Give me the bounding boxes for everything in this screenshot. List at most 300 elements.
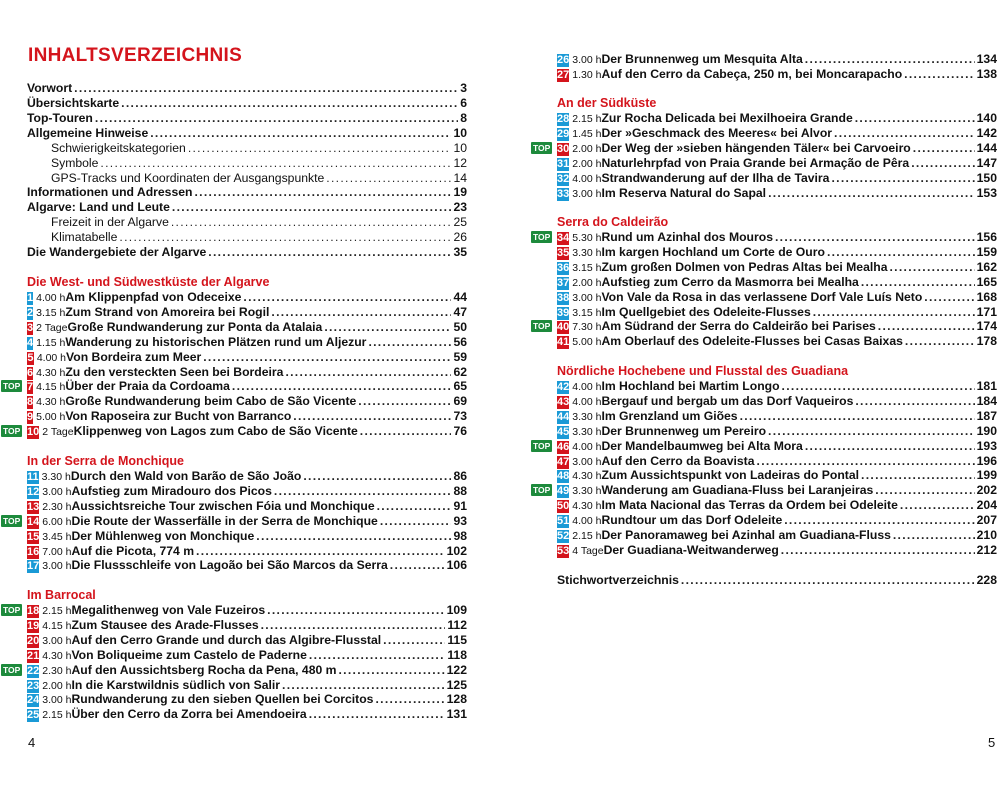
tour-entry[interactable] <box>27 529 467 544</box>
tour-number-badge: 29 <box>557 127 570 140</box>
toc-entry[interactable] <box>51 156 467 171</box>
tour-entry[interactable] <box>27 305 467 320</box>
tour-number-badge: 52 <box>557 530 570 543</box>
dot-leader <box>913 141 975 156</box>
tour-duration: 3.30 h <box>572 425 602 438</box>
tour-duration: 3.00 h <box>572 54 602 66</box>
dot-leader <box>813 305 975 320</box>
tour-duration: 3.00 h <box>572 455 602 468</box>
tour-entry[interactable] <box>557 454 997 469</box>
tour-duration: 1.45 h <box>572 127 602 140</box>
tour-title: Der Guadiana-Weitwanderweg <box>603 543 779 558</box>
dot-leader <box>805 439 975 454</box>
tour-title: Zu den versteckten Seen bei Bordeira <box>65 364 284 379</box>
tour-page: 212 <box>976 543 997 558</box>
tour-number-badge: 27 <box>557 68 570 81</box>
entry-title: Symbole <box>51 155 99 170</box>
tour-title: Über der Praia da Cordoama <box>65 379 230 394</box>
tour-number-badge: 3 <box>27 321 34 334</box>
tour-duration: 4.00 h <box>572 440 602 453</box>
tour-entry[interactable] <box>557 513 997 528</box>
tour-number-badge: 34 <box>557 231 570 244</box>
tour-title: In die Karstwildnis südlich von Salir <box>71 677 281 692</box>
dot-leader <box>368 335 451 350</box>
tour-duration: 4.30 h <box>572 500 602 513</box>
tour-duration: 4.30 h <box>42 649 72 662</box>
dot-leader <box>267 603 445 618</box>
tour-title: Rundwanderung zu den sieben Quellen bei Corcitos <box>71 692 374 707</box>
toc-entry[interactable] <box>51 230 467 245</box>
tour-entry[interactable] <box>27 499 467 514</box>
tour-page: 142 <box>976 125 997 140</box>
tour-entry[interactable] <box>533 140 997 156</box>
dot-leader <box>784 513 974 528</box>
top-tour-badge: TOP <box>3 515 21 526</box>
dot-leader <box>203 350 451 365</box>
tour-number-badge: 6 <box>27 366 34 379</box>
tour-page: 59 <box>453 349 467 364</box>
entry-title: GPS-Tracks und Koordinaten der Ausgangspunkte <box>51 170 325 185</box>
dot-leader <box>119 230 451 245</box>
tour-page: 184 <box>976 393 997 408</box>
tour-duration: 3.00 h <box>42 485 72 498</box>
tour-duration: 2 Tage <box>36 321 68 334</box>
dot-leader <box>834 126 975 141</box>
tour-duration: 4.00 h <box>36 351 67 364</box>
tour-entry[interactable] <box>557 528 997 543</box>
tour-entry[interactable] <box>557 379 997 394</box>
tour-number-badge: 31 <box>557 157 570 170</box>
entry-page: 3 <box>460 81 467 95</box>
tour-entry[interactable] <box>557 52 997 67</box>
dot-leader <box>900 498 975 513</box>
tour-title: Im Quellgebiet des Odeleite-Flusses <box>601 304 811 319</box>
tour-duration: 2.15 h <box>572 530 602 543</box>
section-heading: Die West- und Südwestküste der Algarve <box>27 275 270 289</box>
dot-leader <box>285 365 451 380</box>
dot-leader <box>358 394 451 409</box>
top-tour-badge: TOP <box>533 142 551 153</box>
entry-page: 12 <box>453 155 467 170</box>
toc-entry[interactable] <box>27 111 467 126</box>
tour-entry[interactable] <box>557 468 997 483</box>
tour-title: Am Südrand der Serra do Caldeirão bei Parises <box>601 319 876 334</box>
tour-entry[interactable] <box>533 483 997 498</box>
tour-number-badge: 45 <box>557 425 570 438</box>
tour-number-badge: 43 <box>557 395 570 408</box>
entry-page: 10 <box>453 140 467 155</box>
dot-leader <box>324 320 451 335</box>
tour-page: 65 <box>453 379 467 394</box>
tour-title: Durch den Wald von Barão de São João <box>70 468 302 483</box>
toc-entry[interactable] <box>27 126 467 141</box>
tour-duration: 4.15 h <box>36 381 66 394</box>
tour-entry[interactable] <box>533 438 997 454</box>
dot-leader <box>681 573 975 588</box>
tour-duration: 4.00 h <box>572 172 602 185</box>
tour-duration: 5.00 h <box>36 411 66 424</box>
tour-duration: 3.15 h <box>36 306 66 319</box>
tour-entry[interactable] <box>557 67 997 82</box>
tour-entry[interactable] <box>557 394 997 409</box>
tour-entry[interactable] <box>27 678 467 693</box>
tour-page: 199 <box>976 468 997 483</box>
tour-page: 62 <box>453 364 467 379</box>
tour-duration: 1.15 h <box>36 336 66 349</box>
entry-page: 35 <box>453 245 467 260</box>
dot-leader <box>121 96 458 111</box>
tour-number-badge: 25 <box>27 709 40 722</box>
entry-title: Top-Touren <box>27 110 93 125</box>
tour-title: Klippenweg von Lagos zum Cabo de São Vicente <box>73 424 358 439</box>
dot-leader <box>875 483 974 498</box>
dot-leader <box>171 215 452 230</box>
tour-page: 168 <box>976 289 997 304</box>
toc-entry[interactable] <box>27 185 467 200</box>
tour-entry[interactable] <box>557 260 997 275</box>
tour-entry[interactable] <box>557 111 997 126</box>
tour-duration: 5.00 h <box>572 336 602 349</box>
tour-page: 196 <box>976 453 997 468</box>
dot-leader <box>861 275 975 290</box>
dot-leader <box>831 171 974 186</box>
tour-page: 162 <box>976 259 997 274</box>
tour-duration: 2.30 h <box>42 664 72 677</box>
tour-duration: 7.30 h <box>572 321 602 334</box>
tour-entry[interactable] <box>3 424 467 439</box>
tour-number-badge: 8 <box>27 396 34 409</box>
tour-duration: 2.15 h <box>42 709 72 722</box>
dot-leader <box>781 543 975 558</box>
top-tour-badge: TOP <box>533 321 551 332</box>
tour-duration: 4.30 h <box>36 396 66 409</box>
tour-entry[interactable] <box>557 424 997 439</box>
tour-number-badge: 1 <box>27 291 34 304</box>
tour-title: Am Oberlauf des Odeleite-Flusses bei Casas Baixas <box>601 334 903 349</box>
toc-entry[interactable] <box>51 171 467 186</box>
entry-title: Allgemeine Hinweise <box>27 125 149 140</box>
tour-number-badge: 14 <box>27 515 40 528</box>
dot-leader <box>861 468 975 483</box>
page-number-right: 5 <box>988 735 996 750</box>
dot-leader <box>889 260 974 275</box>
section-heading: Nördliche Hochebene und Flusstal des Guadiana <box>557 364 849 378</box>
entry-title: Informationen und Adressen <box>27 185 193 200</box>
tour-entry[interactable] <box>3 662 467 678</box>
tour-title: Zum großen Dolmen von Pedras Altas bei Mealha <box>601 259 888 274</box>
tour-duration: 3.00 h <box>42 560 72 573</box>
tour-duration: 2.15 h <box>42 604 72 617</box>
tour-title: Der Weg der »sieben hängenden Täler« bei Carvoeiro <box>601 140 911 155</box>
tour-page: 98 <box>453 528 467 543</box>
dot-leader <box>375 692 444 707</box>
tour-number-badge: 44 <box>557 410 570 423</box>
dot-leader <box>271 305 451 320</box>
tour-page: 128 <box>446 692 467 707</box>
tour-entry[interactable] <box>27 707 467 722</box>
tour-number-badge: 9 <box>27 411 34 424</box>
tour-entry[interactable] <box>27 692 467 707</box>
toc-entry[interactable] <box>51 141 467 156</box>
tour-page: 210 <box>976 528 997 543</box>
tour-title: Rund um Azinhal dos Mouros <box>601 229 773 244</box>
tour-entry[interactable] <box>27 484 467 499</box>
dot-leader <box>740 409 975 424</box>
dot-leader <box>309 648 445 663</box>
tour-title: Am Klippenpfad von Odeceixe <box>65 289 242 304</box>
tour-page: 106 <box>446 558 467 573</box>
tour-number-badge: 12 <box>27 485 40 498</box>
section-heading: In der Serra de Monchique <box>27 454 184 468</box>
tour-number-badge: 51 <box>557 515 570 528</box>
toc-entry[interactable] <box>27 245 467 260</box>
tour-entry[interactable] <box>27 394 467 409</box>
toc-entry[interactable] <box>51 215 467 230</box>
tour-page: 207 <box>976 513 997 528</box>
dot-leader <box>768 424 975 439</box>
tour-title: Zum Aussichtspunkt von Ladeiras do Pontal <box>601 468 860 483</box>
dot-leader <box>256 529 451 544</box>
entry-page: 14 <box>453 170 467 185</box>
tour-entry[interactable] <box>557 305 997 320</box>
tour-number-badge: 36 <box>557 261 570 274</box>
toc-entry[interactable] <box>27 96 467 111</box>
tour-number-badge: 10 <box>27 426 40 439</box>
tour-number-badge: 53 <box>557 545 570 558</box>
tour-page: 47 <box>453 304 467 319</box>
tour-entry[interactable] <box>27 350 467 365</box>
tour-title: Die Flussschleife von Lagoão bei São Marcos da Serra <box>71 558 388 573</box>
dot-leader <box>904 67 974 82</box>
tour-entry[interactable] <box>3 379 467 394</box>
tour-number-badge: 40 <box>557 321 570 334</box>
section-heading: Im Barrocal <box>27 588 96 602</box>
tour-page: 115 <box>447 632 467 647</box>
tour-entry[interactable] <box>27 618 467 633</box>
tour-duration: 3.00 h <box>572 187 602 200</box>
toc-entry[interactable] <box>27 81 467 96</box>
tour-page: 56 <box>453 334 467 349</box>
tour-page: 125 <box>446 677 467 692</box>
tour-entry[interactable] <box>27 320 467 335</box>
tour-title: Zum Strand von Amoreira bei Rogil <box>65 304 270 319</box>
entry-page: 8 <box>460 110 467 125</box>
tour-title: Im Mata Nacional das Terras da Ordem bei Odeleite <box>601 498 898 513</box>
tour-number-badge: 28 <box>557 112 570 125</box>
tour-page: 122 <box>446 662 467 677</box>
tour-duration: 2.00 h <box>572 142 602 155</box>
dot-leader <box>74 81 458 96</box>
tour-duration: 4.30 h <box>572 470 602 483</box>
tour-duration: 1.30 h <box>572 68 602 81</box>
tour-title: Auf die Picota, 774 m <box>71 543 195 558</box>
tour-title: Rundtour um das Dorf Odeleite <box>601 513 783 528</box>
tour-entry[interactable] <box>27 409 467 424</box>
tour-entry[interactable] <box>557 543 997 558</box>
tour-title: Der »Geschmack des Meeres« bei Alvor <box>601 125 833 140</box>
tour-entry[interactable] <box>557 245 997 260</box>
dot-leader <box>261 618 446 633</box>
tour-duration: 2.30 h <box>42 500 72 513</box>
tour-duration: 4.00 h <box>572 515 602 528</box>
tour-entry[interactable] <box>557 171 997 186</box>
tour-title: Von Vale da Rosa in das verlassene Dorf Vale Luís Neto <box>601 289 923 304</box>
tour-page: 181 <box>976 378 997 393</box>
toc-entry[interactable] <box>557 573 997 588</box>
tour-title: Von Bordeira zum Meer <box>66 349 202 364</box>
section-heading: An der Südküste <box>557 96 657 110</box>
tour-number-badge: 7 <box>27 381 34 394</box>
tour-title: Megalithenweg von Vale Fuzeiros <box>71 602 266 617</box>
tour-duration: 4.00 h <box>572 380 602 393</box>
dot-leader <box>878 319 975 334</box>
dot-leader <box>893 528 975 543</box>
tour-page: 86 <box>453 468 467 483</box>
tour-title: Die Route der Wasserfälle in der Serra de Monchique <box>71 513 378 528</box>
tour-entry[interactable] <box>3 513 467 529</box>
tour-duration: 3.00 h <box>42 634 72 647</box>
tour-entry[interactable] <box>27 544 467 559</box>
dot-leader <box>768 186 975 201</box>
page-number-left: 4 <box>28 735 36 750</box>
tour-title: Von Boliqueime zum Castelo de Paderne <box>71 647 307 662</box>
tour-title: Zum Stausee des Arade-Flusses <box>71 617 259 632</box>
tour-duration: 2.00 h <box>572 276 602 289</box>
tour-number-badge: 5 <box>27 351 34 364</box>
dot-leader <box>855 111 975 126</box>
tour-number-badge: 26 <box>557 54 570 66</box>
tour-entry[interactable] <box>3 602 467 618</box>
dot-leader <box>303 469 451 484</box>
tour-entry[interactable] <box>557 334 997 349</box>
tour-page: 153 <box>976 185 997 200</box>
tour-number-badge: 2 <box>27 306 34 319</box>
dot-leader <box>100 156 451 171</box>
tour-title: Strandwanderung auf der Ilha de Tavira <box>601 170 830 185</box>
tour-title: Auf den Cerro da Boavista <box>601 453 755 468</box>
dot-leader <box>782 379 975 394</box>
entry-page: 19 <box>453 185 467 200</box>
top-tour-badge: TOP <box>533 231 551 242</box>
tour-entry[interactable] <box>557 126 997 141</box>
tour-page: 50 <box>453 319 467 334</box>
tour-entry[interactable] <box>27 558 467 573</box>
entry-page: 26 <box>453 230 467 245</box>
dot-leader <box>309 707 445 722</box>
entry-page: 10 <box>453 125 467 140</box>
tour-page: 202 <box>976 483 997 498</box>
entry-title: Schwierigkeitskategorien <box>51 140 186 155</box>
tour-page: 91 <box>453 498 467 513</box>
tour-page: 171 <box>976 304 997 319</box>
tour-entry[interactable] <box>27 648 467 663</box>
tour-title: Über den Cerro da Zorra bei Amendoeira <box>71 707 307 722</box>
tour-page: 178 <box>976 334 997 349</box>
tour-entry[interactable] <box>557 409 997 424</box>
tour-title: Von Raposeira zur Bucht von Barranco <box>65 409 292 424</box>
tour-entry[interactable] <box>27 290 467 305</box>
tour-entry[interactable] <box>27 335 467 350</box>
dot-leader <box>380 514 452 529</box>
tour-entry[interactable] <box>533 229 997 245</box>
tour-entry[interactable] <box>557 498 997 513</box>
dot-leader <box>911 156 974 171</box>
tour-entry[interactable] <box>557 290 997 305</box>
tour-title: Auf den Cerro Grande und durch das Algibre-Flusstal <box>71 632 382 647</box>
tour-page: 118 <box>447 647 467 662</box>
tour-page: 174 <box>976 319 997 334</box>
page-title: INHALTSVERZEICHNIS <box>28 45 243 66</box>
dot-leader <box>243 290 451 305</box>
dot-leader <box>95 111 458 126</box>
tour-number-badge: 47 <box>557 455 570 468</box>
tour-entry[interactable] <box>557 156 997 171</box>
tour-title: Wanderung zu historischen Plätzen rund um Aljezur <box>65 334 367 349</box>
entry-page: 25 <box>453 215 467 230</box>
tour-duration: 4.15 h <box>42 619 72 632</box>
dot-leader <box>196 544 445 559</box>
entry-page: 228 <box>976 573 997 587</box>
tour-page: 165 <box>976 274 997 289</box>
tour-number-badge: 37 <box>557 276 570 289</box>
tour-number-badge: 41 <box>557 336 570 349</box>
dot-leader <box>208 245 451 260</box>
tour-duration: 4.30 h <box>36 366 66 379</box>
tour-entry[interactable] <box>557 186 997 201</box>
dot-leader <box>805 52 975 67</box>
dot-leader <box>855 394 974 409</box>
tour-number-badge: 17 <box>27 560 40 573</box>
tour-page: 134 <box>976 52 997 66</box>
top-tour-badge: TOP <box>533 485 551 496</box>
tour-number-badge: 46 <box>557 440 570 453</box>
entry-page: 23 <box>453 200 467 215</box>
tour-number-badge: 4 <box>27 336 34 349</box>
tour-title: Große Rundwanderung zur Ponta da Atalaia <box>67 319 323 334</box>
tour-number-badge: 18 <box>27 604 40 617</box>
tour-title: Wanderung am Guadiana-Fluss bei Laranjeiras <box>601 483 874 498</box>
tour-entry[interactable] <box>27 365 467 380</box>
tour-title: Auf den Cerro da Cabeça, 250 m, bei Moncarapacho <box>601 66 903 81</box>
tour-duration: 3.30 h <box>41 470 71 483</box>
tour-number-badge: 33 <box>557 187 570 200</box>
dot-leader <box>293 409 451 424</box>
tour-page: 69 <box>453 394 467 409</box>
tour-duration: 2.00 h <box>42 679 72 692</box>
tour-entry[interactable] <box>27 633 467 648</box>
tour-entry[interactable] <box>27 469 467 484</box>
tour-title: Aufstieg zum Miradouro dos Picos <box>71 483 272 498</box>
tour-page: 147 <box>976 155 997 170</box>
tour-number-badge: 16 <box>27 545 40 558</box>
top-tour-badge: TOP <box>3 664 21 675</box>
tour-entry[interactable] <box>533 319 997 334</box>
tour-title: Im Grenzland um Giões <box>601 408 738 423</box>
tour-number-badge: 24 <box>27 694 40 707</box>
toc-entry[interactable] <box>27 200 467 215</box>
dot-leader <box>757 454 975 469</box>
tour-number-badge: 50 <box>557 500 570 513</box>
dot-leader <box>827 245 975 260</box>
tour-title: Der Mandelbaumweg bei Alta Mora <box>601 438 803 453</box>
tour-number-badge: 11 <box>27 470 39 483</box>
tour-entry[interactable] <box>557 275 997 290</box>
tour-page: 138 <box>976 66 997 81</box>
top-tour-badge: TOP <box>3 426 21 437</box>
tour-page: 193 <box>976 438 997 453</box>
tour-number-badge: 13 <box>27 500 40 513</box>
tour-duration: 3.45 h <box>42 530 72 543</box>
